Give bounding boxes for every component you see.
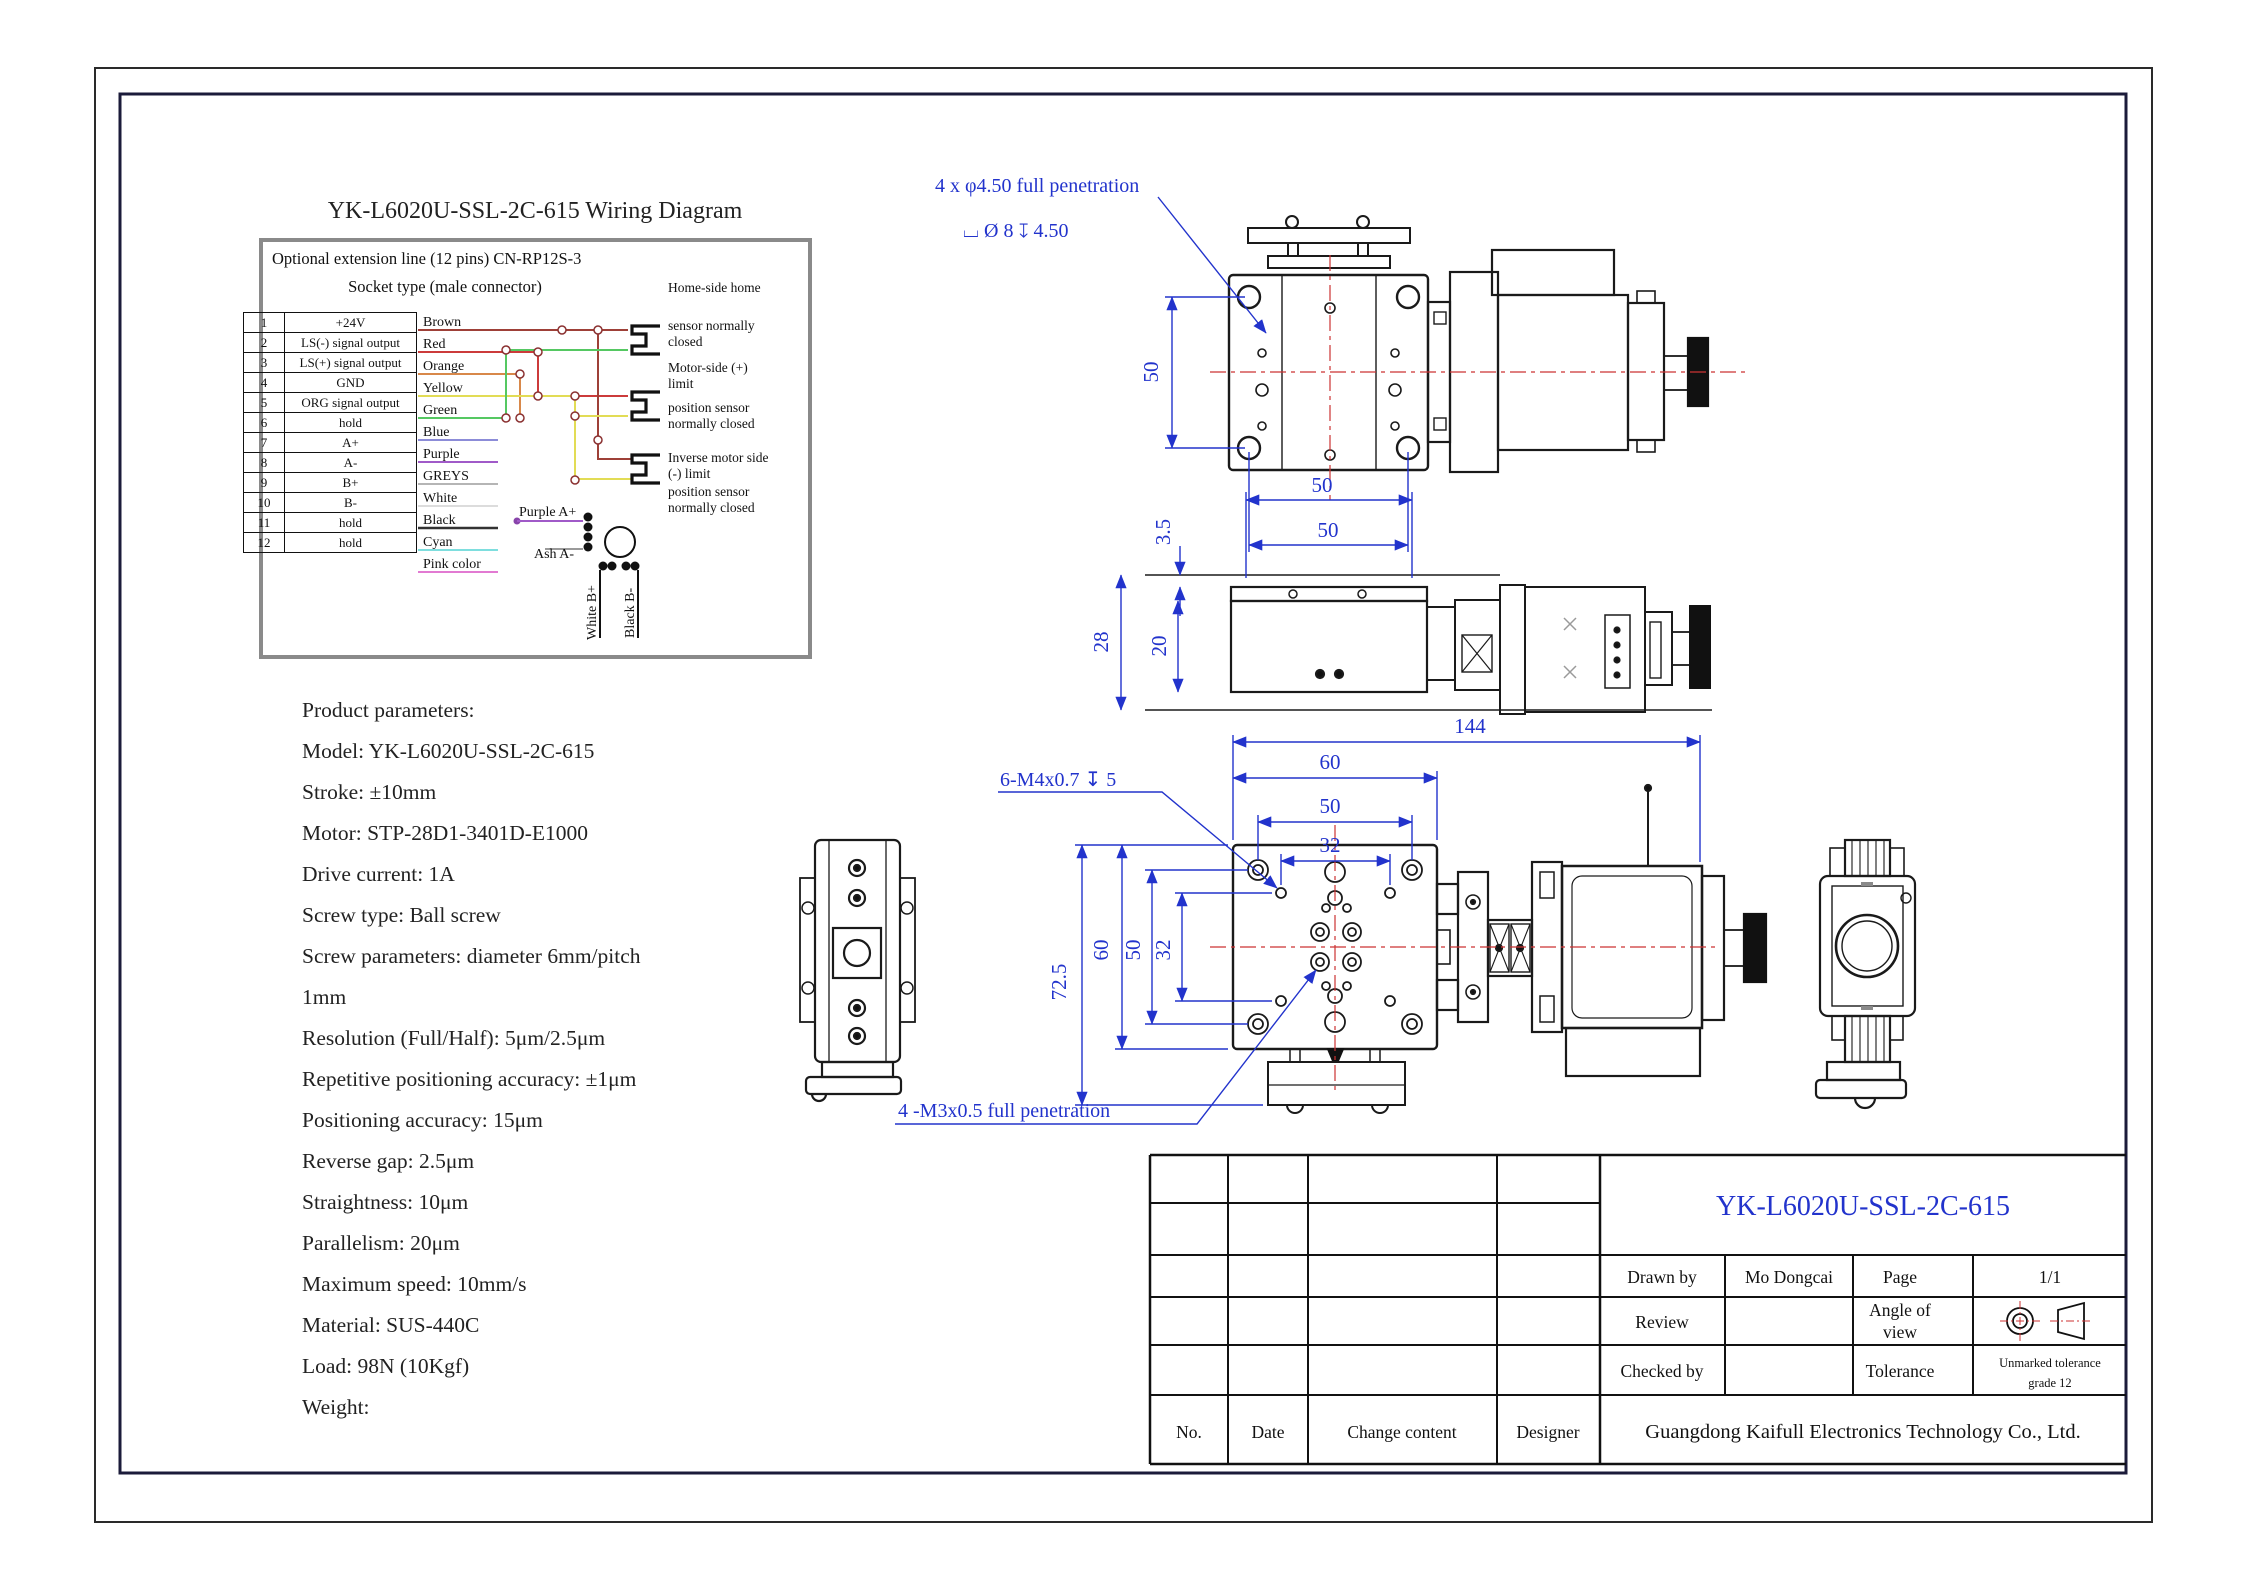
pin-no: 12 [244,533,285,553]
designer-label: Designer [1516,1422,1580,1442]
top-dim-horizontal-50: 50 [1317,518,1339,542]
front-dim-72-5: 72.5 [1047,963,1071,1001]
motor-limit-title-2: limit [668,376,694,391]
pin-no: 2 [244,333,285,353]
front-base [1268,1049,1405,1113]
pin-no: 4 [244,373,285,393]
pin-row [244,393,417,413]
front-note-m4: 6-M4x0.7 ↧ 5 [1000,769,1117,791]
change-content-label: Change content [1347,1422,1457,1442]
tolerance-label: Tolerance [1865,1361,1935,1381]
param-line: Reverse gap: 2.5μm [302,1149,475,1173]
wire-label-red: Red [423,337,446,352]
param-line: Screw parameters: diameter 6mm/pitch [302,944,641,968]
pin-label: LS(-) signal output [285,333,417,353]
param-line: 1mm [302,985,347,1009]
pin-label: B+ [285,473,417,493]
wire-label-cyan: Cyan [423,535,453,550]
pin-label: ORG signal output [285,393,417,413]
tolerance-note-1: Unmarked tolerance [1999,1356,2101,1370]
pin-no: 5 [244,393,285,413]
side-stage [1145,575,1712,710]
pin-row [244,513,417,533]
pin-no: 11 [244,513,285,533]
pin-label: GND [285,373,417,393]
pin-no: 9 [244,473,285,493]
wire-label-white: White [423,491,458,506]
angle-of-view-label-2: view [1882,1322,1918,1342]
knob-icon [1744,914,1766,982]
param-line: Positioning accuracy: 15μm [302,1108,543,1132]
motor-circle-icon [605,527,635,557]
drawn-by-value: Mo Dongcai [1745,1267,1833,1287]
product-parameters [302,690,902,1428]
home-sensor-title: Home-side home [668,280,761,295]
pin-no: 6 [244,413,285,433]
checked-by-label: Checked by [1620,1361,1704,1381]
view-top [935,175,1745,552]
top-carriage [1248,216,1410,268]
projection-symbol-icon [2000,1301,2092,1341]
sensor-connectors [632,326,660,483]
wiring-subtitle-2: Socket type (male connector) [348,277,542,296]
param-line: Repetitive positioning accuracy: ±1μm [302,1067,637,1091]
wire-label-orange: Orange [423,359,465,374]
param-line: Model: YK-L6020U-SSL-2C-615 [302,739,595,763]
top-note-counterbore: ⌴ Ø 8 ↧ 4.50 [963,220,1069,242]
front-dim-60h: 60 [1319,750,1341,774]
front-dims [895,735,1700,1124]
review-label: Review [1635,1312,1689,1332]
param-line: Weight: [302,1395,370,1419]
front-dim-32v: 32 [1151,939,1175,961]
pin-label: A+ [285,433,417,453]
coil-b-icon [599,562,640,571]
pin-row [244,313,417,333]
pin-row [244,353,417,373]
wire-label-green: Green [423,403,458,418]
title-block [1150,1155,2126,1464]
param-line: Material: SUS-440C [302,1313,480,1337]
lead-b-plus: White B+ [585,585,600,640]
inverse-limit-desc-2: (-) limit [668,466,711,481]
side-dim-3-5: 3.5 [1151,518,1175,546]
inverse-limit-desc-1: Inverse motor side [668,450,769,465]
param-line: Parallelism: 20μm [302,1231,460,1255]
pin-label: hold [285,533,417,553]
front-motor-assembly [1437,785,1766,1076]
view-right-end [1816,840,1915,1108]
inverse-limit-desc-4: normally closed [668,500,755,515]
pin-row [244,333,417,353]
view-front [895,714,1766,1124]
top-dims [1158,197,1408,552]
param-line: Stroke: ±10mm [302,780,437,804]
pin-label: hold [285,513,417,533]
wire-label-black: Black [423,513,456,528]
pin-label: B- [285,493,417,513]
pin-row [244,433,417,453]
wire-label-pink: Pink color [423,557,481,572]
sensor-labels [668,280,768,515]
date-label: Date [1251,1422,1285,1442]
pin-label: hold [285,413,417,433]
pin-row [244,473,417,493]
home-sensor-desc-2: closed [668,334,703,349]
pin-no: 7 [244,433,285,453]
connector-inverse-limit-sensor [632,455,660,483]
connector-motor-limit-sensor [632,392,660,420]
page-label: Page [1882,1267,1918,1287]
param-line: Load: 98N (10Kgf) [302,1354,470,1378]
front-dim-50h: 50 [1319,794,1341,818]
company-name: Guangdong Kaifull Electronics Technology Co., Ltd. [1645,1421,2081,1443]
home-sensor-desc-1: sensor normally [668,318,755,333]
wire-label-brown: Brown [423,315,462,330]
wiring-diagram-title: YK-L6020U-SSL-2C-615 Wiring Diagram [327,198,743,224]
param-line: Motor: STP-28D1-3401D-E1000 [302,821,589,845]
side-dim-20: 20 [1147,635,1171,657]
param-line: Screw type: Ball screw [302,903,501,927]
side-motor-assembly [1427,585,1710,714]
wire-label-yellow: Yellow [423,381,463,396]
pin-row [244,413,417,433]
front-dim-60v: 60 [1089,939,1113,961]
pin-no: 8 [244,453,285,473]
pin-no: 10 [244,493,285,513]
view-side [1089,473,1712,714]
motor-limit-desc-1: position sensor [668,400,750,415]
front-dim-32h: 32 [1319,833,1341,857]
wire-label-blue: Blue [423,425,450,440]
pin-label: LS(+) signal output [285,353,417,373]
pin-row [244,533,417,553]
connector-home-sensor [632,326,660,354]
pin-label: A- [285,453,417,473]
wiring-subtitle-1: Optional extension line (12 pins) CN-RP12S-3 [272,249,582,268]
pin-no: 3 [244,353,285,373]
no-label: No. [1176,1422,1202,1442]
pin-row [244,453,417,473]
top-note-holes: 4 x φ4.50 full penetration [935,175,1140,197]
lead-a-minus: Ash A- [534,547,575,562]
tolerance-note-2: grade 12 [2028,1376,2072,1390]
lead-a-plus: Purple A+ [519,505,577,520]
param-line: Maximum speed: 10mm/s [302,1272,527,1296]
top-dim-vertical-50: 50 [1139,361,1163,383]
wire-color-labels [423,315,481,572]
pin-table [243,312,417,553]
lead-b-minus: Black B- [623,587,638,638]
page-value: 1/1 [2038,1267,2062,1287]
drawn-by-label: Drawn by [1627,1267,1697,1287]
wire-label-greys: GREYS [423,469,469,484]
wire-label-purple: Purple [423,447,460,462]
front-dim-144: 144 [1454,714,1486,738]
motor-limit-title-1: Motor-side (+) [668,360,748,375]
param-line: Drive current: 1A [302,862,455,886]
side-dim-50: 50 [1311,473,1333,497]
inverse-limit-desc-3: position sensor [668,484,750,499]
param-line: Product parameters: [302,698,475,722]
pin-no: 1 [244,313,285,333]
pin-row [244,493,417,513]
coil-a-icon [584,513,593,552]
top-motor-assembly [1428,250,1708,472]
pin-label: +24V [285,313,417,333]
angle-of-view-label-1: Angle of [1869,1300,1931,1320]
knob-icon [1690,606,1710,688]
front-dim-50v: 50 [1121,939,1145,961]
side-dim-28: 28 [1089,631,1113,653]
motor-limit-desc-2: normally closed [668,416,755,431]
motor-lead-symbol [514,505,640,640]
param-line: Straightness: 10μm [302,1190,469,1214]
pin-row [244,373,417,393]
drawing-title: YK-L6020U-SSL-2C-615 [1716,1191,2010,1222]
param-line: Resolution (Full/Half): 5μm/2.5μm [302,1026,606,1050]
front-note-m3: 4 -M3x0.5 full penetration [898,1100,1111,1122]
